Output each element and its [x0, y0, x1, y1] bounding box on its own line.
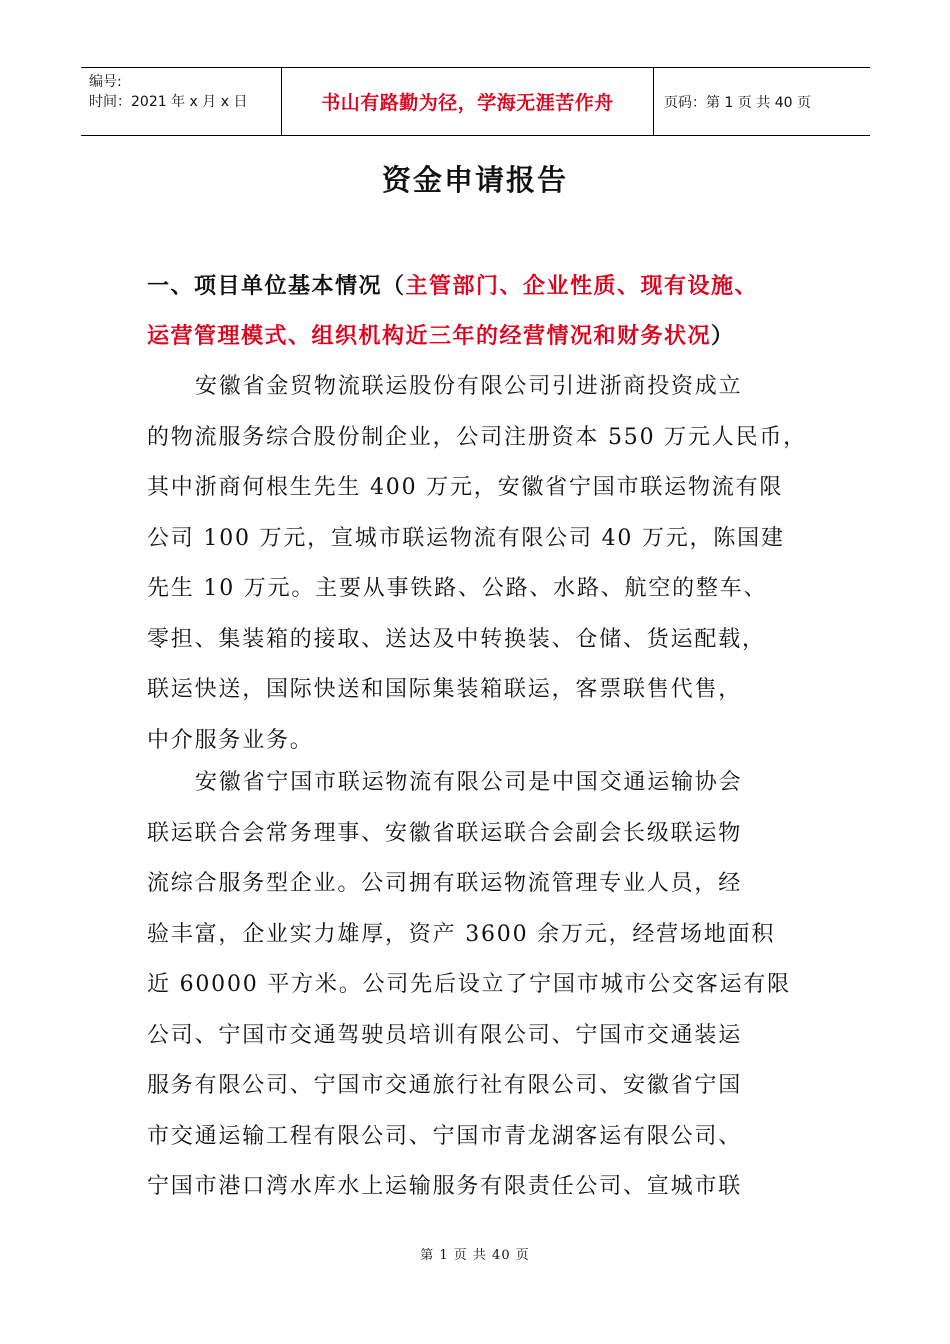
document-title: 资金申请报告 [381, 163, 568, 197]
header-motto: 书山有路勤为径，学海无涯苦作舟 [282, 68, 654, 135]
time-label: 时间：2021 年 x 月 x 日 [89, 94, 248, 110]
document-header [81, 67, 870, 136]
page-footer: 第 1 页 共 40 页 [420, 1248, 530, 1263]
heading-red-part-1: 主管部门、企业性质、现有设施、 [405, 274, 759, 299]
paragraph-line: 其中浙商何根生先生 400 万元，安徽省宁国市联运物流有限 [147, 475, 784, 500]
paragraph-2 [147, 758, 837, 1213]
paragraph-line: 近 60000 平方米。公司先后设立了宁国市城市公交客运有限 [147, 972, 791, 997]
paragraph-line: 公司、宁国市交通驾驶员培训有限公司、宁国市交通装运 [147, 1022, 743, 1048]
paragraph-line: 联运联合会常务理事、安徽省联运联合会副会长级联运物 [147, 820, 743, 846]
paragraph-line: 验丰富，企业实力雄厚，资产 3600 余万元，经营场地面积 [147, 921, 776, 947]
heading-suffix: ） [711, 324, 735, 349]
heading-red-part-2: 运营管理模式、组织机构近三年的经营情况和财务状况 [147, 324, 712, 349]
header-page-info: 页码：第 1 页 共 40 页 [664, 94, 811, 111]
paragraph-line: 宁国市港口湾水库水上运输服务有限责任公司、宣城市联 [147, 1174, 743, 1199]
header-meta [81, 68, 282, 135]
paragraph-line: 市交通运输工程有限公司、宁国市青龙湖客运有限公司、 [147, 1123, 743, 1149]
paragraph-line: 流综合服务型企业。公司拥有联运物流管理专业人员，经 [147, 871, 743, 896]
number-label: 编号: [89, 74, 122, 90]
section-heading [147, 262, 827, 362]
paragraph-line: 联运快送，国际快送和国际集装箱联运，客票联售代售， [147, 677, 743, 702]
paragraph-line: 中介服务业务。 [147, 727, 314, 753]
paragraph-line: 安徽省宁国市联运物流有限公司是中国交通运输协会 [195, 770, 743, 795]
paragraph-line: 先生 10 万元。主要从事铁路、公路、水路、航空的整车、 [147, 576, 768, 601]
paragraph-line: 零担、集装箱的接取、送达及中转换装、仓储、货运配载， [147, 626, 766, 652]
paragraph-line: 的物流服务综合股份制企业，公司注册资本 550 万元人民币， [147, 424, 807, 450]
paragraph-line: 服务有限公司、宁国市交通旅行社有限公司、安徽省宁国 [147, 1073, 743, 1098]
paragraph-line: 安徽省金贸物流联运股份有限公司引进浙商投资成立 [195, 374, 743, 399]
paragraph-1 [147, 362, 837, 766]
paragraph-line: 公司 100 万元，宣城市联运物流有限公司 40 万元，陈国建 [147, 525, 785, 551]
heading-prefix: 一、项目单位基本情况（ [147, 274, 406, 299]
